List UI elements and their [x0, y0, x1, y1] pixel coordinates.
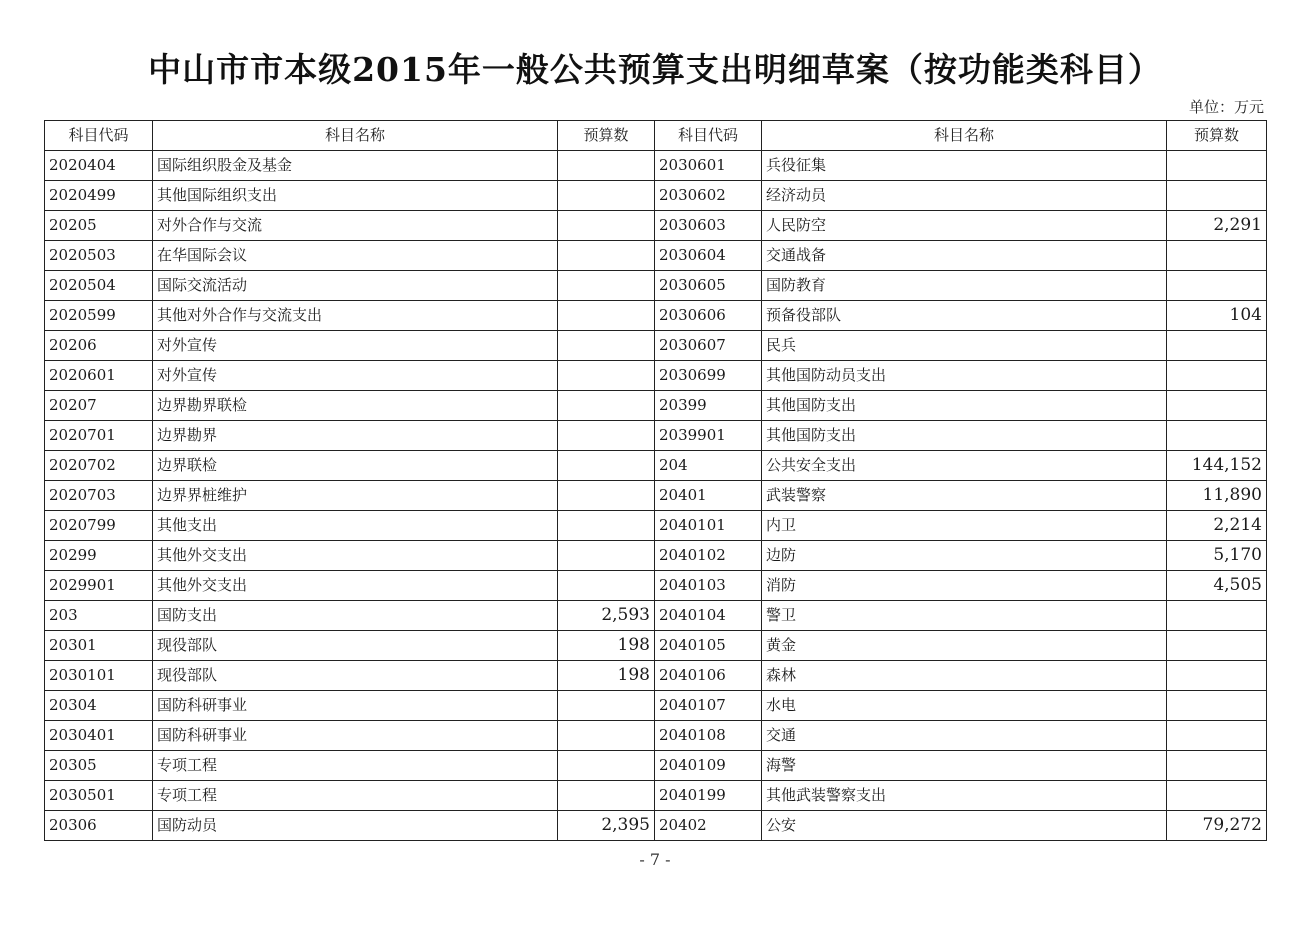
subject-code-left: 20205 [45, 211, 153, 241]
subject-name-right: 公安 [762, 811, 1167, 841]
subject-code-right: 2030604 [655, 241, 762, 271]
table-row [45, 601, 1267, 631]
subject-code-right: 2040199 [655, 781, 762, 811]
subject-name-left: 专项工程 [153, 781, 558, 811]
subject-code-right: 204 [655, 451, 762, 481]
subject-code-left: 20305 [45, 751, 153, 781]
subject-code-left: 2020504 [45, 271, 153, 301]
table-body [45, 151, 1267, 841]
subject-code-left: 2030401 [45, 721, 153, 751]
subject-code-right: 2030602 [655, 181, 762, 211]
subject-name-left: 现役部队 [153, 631, 558, 661]
page-title: 中山市市本级2015年一般公共预算支出明细草案（按功能类科目） [148, 50, 1162, 89]
table-row [45, 811, 1267, 841]
budget-amount-right [1167, 361, 1267, 391]
subject-name-right: 民兵 [762, 331, 1167, 361]
table-row [45, 781, 1267, 811]
budget-amount-left [558, 241, 655, 271]
subject-code-right: 2040107 [655, 691, 762, 721]
table-header-row [45, 121, 1267, 151]
subject-name-left: 其他对外合作与交流支出 [153, 301, 558, 331]
subject-name-left: 其他国际组织支出 [153, 181, 558, 211]
subject-code-right: 2040106 [655, 661, 762, 691]
table-row [45, 661, 1267, 691]
subject-name-left: 边界勘界联检 [153, 391, 558, 421]
budget-amount-right [1167, 661, 1267, 691]
subject-name-right: 交通 [762, 721, 1167, 751]
subject-name-right: 其他武装警察支出 [762, 781, 1167, 811]
subject-name-left: 对外宣传 [153, 361, 558, 391]
budget-amount-right: 144,152 [1167, 451, 1267, 481]
page-number: - 7 - [639, 850, 671, 869]
header-name-left: 科目名称 [153, 121, 558, 151]
subject-code-right: 2030601 [655, 151, 762, 181]
budget-amount-right: 4,505 [1167, 571, 1267, 601]
subject-code-left: 20207 [45, 391, 153, 421]
subject-code-left: 20299 [45, 541, 153, 571]
table-row [45, 331, 1267, 361]
subject-name-right: 交通战备 [762, 241, 1167, 271]
header-amount-right: 预算数 [1167, 121, 1267, 151]
budget-amount-left [558, 421, 655, 451]
subject-name-left: 现役部队 [153, 661, 558, 691]
budget-amount-left [558, 361, 655, 391]
subject-name-left: 专项工程 [153, 751, 558, 781]
table-row [45, 421, 1267, 451]
table-row [45, 271, 1267, 301]
subject-code-left: 20304 [45, 691, 153, 721]
budget-amount-right [1167, 271, 1267, 301]
budget-amount-right [1167, 721, 1267, 751]
subject-name-right: 其他国防支出 [762, 391, 1167, 421]
subject-name-left: 国防科研事业 [153, 721, 558, 751]
subject-code-right: 2040105 [655, 631, 762, 661]
subject-name-right: 人民防空 [762, 211, 1167, 241]
subject-name-right: 森林 [762, 661, 1167, 691]
subject-name-right: 其他国防支出 [762, 421, 1167, 451]
table-row [45, 721, 1267, 751]
subject-name-right: 国防教育 [762, 271, 1167, 301]
budget-amount-right [1167, 601, 1267, 631]
subject-name-left: 其他外交支出 [153, 571, 558, 601]
budget-amount-left [558, 721, 655, 751]
subject-name-right: 公共安全支出 [762, 451, 1167, 481]
subject-code-left: 2029901 [45, 571, 153, 601]
table-row [45, 751, 1267, 781]
subject-name-right: 水电 [762, 691, 1167, 721]
subject-code-left: 2030101 [45, 661, 153, 691]
budget-amount-left [558, 301, 655, 331]
subject-code-right: 2030607 [655, 331, 762, 361]
budget-amount-right: 79,272 [1167, 811, 1267, 841]
subject-name-left: 国际组织股金及基金 [153, 151, 558, 181]
subject-name-left: 国防科研事业 [153, 691, 558, 721]
subject-code-left: 20306 [45, 811, 153, 841]
subject-name-right: 经济动员 [762, 181, 1167, 211]
subject-name-right: 武装警察 [762, 481, 1167, 511]
budget-amount-left [558, 481, 655, 511]
subject-code-right: 2040108 [655, 721, 762, 751]
table-row [45, 691, 1267, 721]
budget-amount-left [558, 751, 655, 781]
subject-name-right: 预备役部队 [762, 301, 1167, 331]
subject-name-left: 其他支出 [153, 511, 558, 541]
header-amount-left: 预算数 [558, 121, 655, 151]
budget-amount-left [558, 541, 655, 571]
table-row [45, 181, 1267, 211]
header-code-left: 科目代码 [45, 121, 153, 151]
subject-name-right: 内卫 [762, 511, 1167, 541]
subject-code-right: 2030699 [655, 361, 762, 391]
subject-name-left: 边界勘界 [153, 421, 558, 451]
subject-code-left: 2020503 [45, 241, 153, 271]
subject-name-right: 消防 [762, 571, 1167, 601]
budget-amount-left [558, 691, 655, 721]
subject-code-left: 2020703 [45, 481, 153, 511]
budget-amount-left: 2,593 [558, 601, 655, 631]
subject-code-left: 2020599 [45, 301, 153, 331]
subject-name-left: 国防支出 [153, 601, 558, 631]
budget-amount-right [1167, 241, 1267, 271]
subject-code-left: 20206 [45, 331, 153, 361]
subject-name-right: 兵役征集 [762, 151, 1167, 181]
budget-amount-left [558, 331, 655, 361]
table-row [45, 151, 1267, 181]
subject-name-left: 边界联检 [153, 451, 558, 481]
subject-code-right: 2040103 [655, 571, 762, 601]
budget-amount-right [1167, 331, 1267, 361]
budget-amount-right: 2,291 [1167, 211, 1267, 241]
subject-code-right: 2040102 [655, 541, 762, 571]
subject-code-right: 20401 [655, 481, 762, 511]
subject-code-left: 2030501 [45, 781, 153, 811]
subject-name-left: 对外合作与交流 [153, 211, 558, 241]
subject-name-right: 其他国防动员支出 [762, 361, 1167, 391]
subject-name-left: 国防动员 [153, 811, 558, 841]
budget-amount-right [1167, 691, 1267, 721]
budget-amount-left [558, 151, 655, 181]
subject-code-right: 2030603 [655, 211, 762, 241]
subject-code-right: 2040101 [655, 511, 762, 541]
budget-amount-right [1167, 751, 1267, 781]
subject-name-right: 黄金 [762, 631, 1167, 661]
subject-code-right: 20402 [655, 811, 762, 841]
subject-name-left: 其他外交支出 [153, 541, 558, 571]
subject-code-left: 2020799 [45, 511, 153, 541]
table-row [45, 541, 1267, 571]
budget-table [44, 120, 1267, 841]
subject-name-left: 对外宣传 [153, 331, 558, 361]
header-name-right: 科目名称 [762, 121, 1167, 151]
subject-code-left: 2020701 [45, 421, 153, 451]
table-row [45, 631, 1267, 661]
budget-amount-left [558, 271, 655, 301]
budget-amount-right: 2,214 [1167, 511, 1267, 541]
unit-label: 单位：万元 [1188, 98, 1264, 116]
budget-amount-right: 5,170 [1167, 541, 1267, 571]
subject-name-right: 边防 [762, 541, 1167, 571]
budget-amount-right: 11,890 [1167, 481, 1267, 511]
table-row [45, 451, 1267, 481]
subject-name-left: 边界界桩维护 [153, 481, 558, 511]
subject-code-left: 2020702 [45, 451, 153, 481]
budget-amount-right: 104 [1167, 301, 1267, 331]
subject-code-right: 2040104 [655, 601, 762, 631]
budget-amount-right [1167, 421, 1267, 451]
budget-amount-right [1167, 151, 1267, 181]
budget-amount-left [558, 451, 655, 481]
subject-code-left: 2020601 [45, 361, 153, 391]
table-row [45, 511, 1267, 541]
subject-code-right: 20399 [655, 391, 762, 421]
table-row [45, 241, 1267, 271]
table-row [45, 571, 1267, 601]
budget-amount-left [558, 181, 655, 211]
budget-amount-right [1167, 181, 1267, 211]
budget-amount-left [558, 391, 655, 421]
budget-amount-left [558, 511, 655, 541]
budget-amount-left [558, 571, 655, 601]
subject-code-right: 2040109 [655, 751, 762, 781]
subject-code-left: 203 [45, 601, 153, 631]
table-row [45, 211, 1267, 241]
table-row [45, 481, 1267, 511]
budget-amount-left [558, 211, 655, 241]
budget-amount-left: 198 [558, 661, 655, 691]
subject-name-right: 海警 [762, 751, 1167, 781]
budget-amount-right [1167, 781, 1267, 811]
table-row [45, 301, 1267, 331]
subject-code-left: 2020404 [45, 151, 153, 181]
header-code-right: 科目代码 [655, 121, 762, 151]
budget-amount-right [1167, 631, 1267, 661]
budget-amount-right [1167, 391, 1267, 421]
table-row [45, 361, 1267, 391]
subject-code-right: 2039901 [655, 421, 762, 451]
subject-name-left: 在华国际会议 [153, 241, 558, 271]
subject-code-right: 2030606 [655, 301, 762, 331]
budget-amount-left: 2,395 [558, 811, 655, 841]
table-row [45, 391, 1267, 421]
budget-amount-left [558, 781, 655, 811]
subject-code-left: 20301 [45, 631, 153, 661]
subject-code-right: 2030605 [655, 271, 762, 301]
subject-code-left: 2020499 [45, 181, 153, 211]
subject-name-left: 国际交流活动 [153, 271, 558, 301]
subject-name-right: 警卫 [762, 601, 1167, 631]
budget-amount-left: 198 [558, 631, 655, 661]
